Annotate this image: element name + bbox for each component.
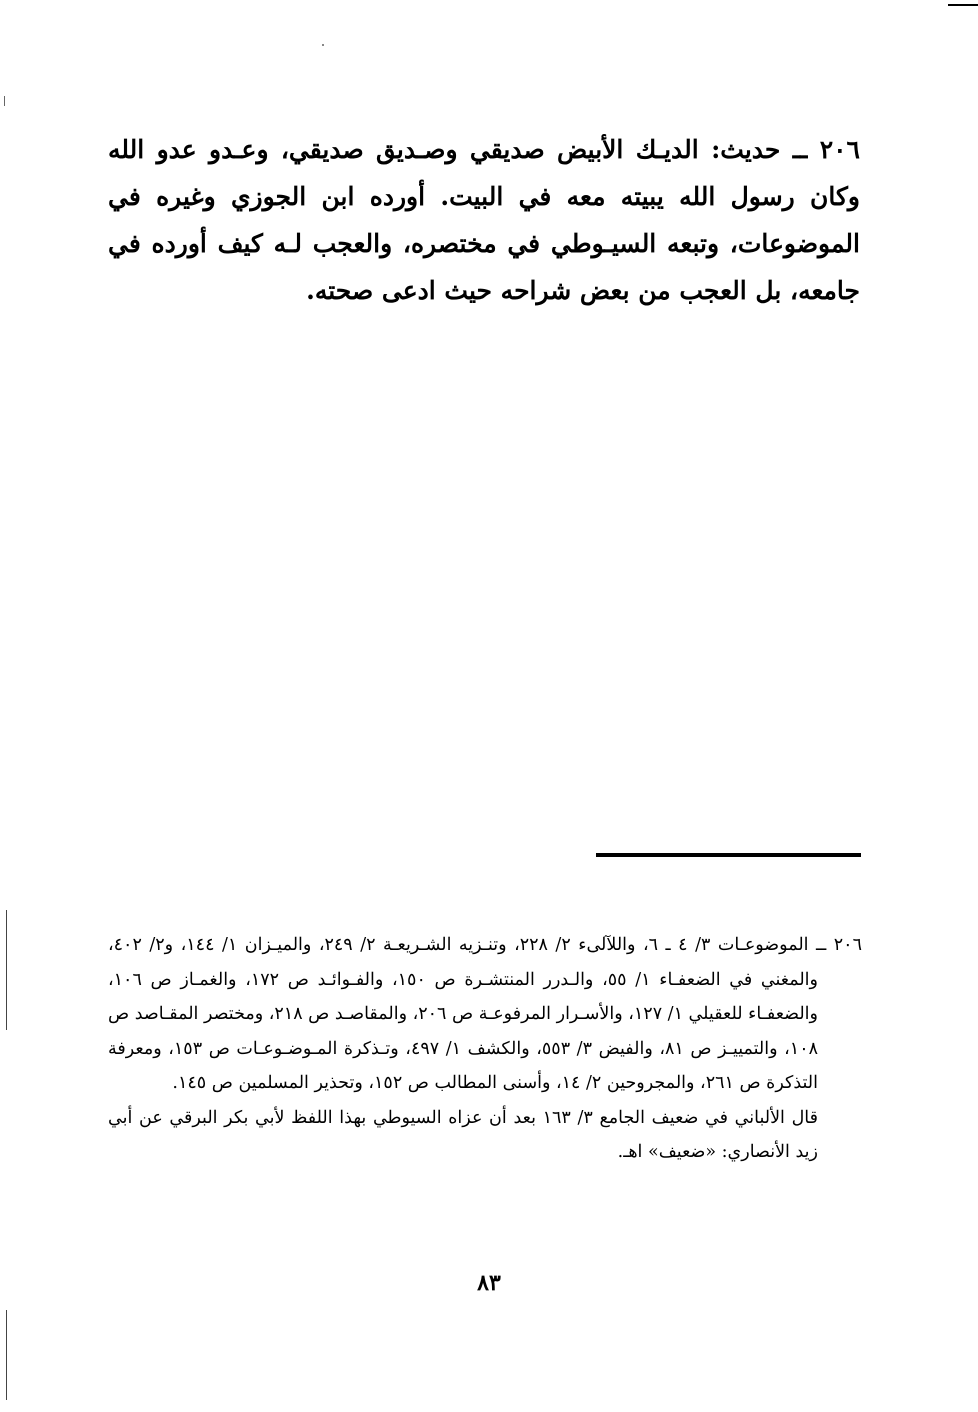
main-text-block	[108, 126, 860, 314]
scan-edge-line	[6, 910, 7, 1030]
scan-corner-mark	[948, 4, 978, 6]
footnote-entry: ٢٠٦ ــ الموضوعـات ٣/ ٤ ـ ٦، واللآلىء ٢/ ٢٢٨، وتنـزيه الشـريعـة ٢/ ٢٤٩، والميـزان ١/ ١٤٤، و٢/ ٤٠٢، والمغني في الضعفـاء ١/ ٥٥، والـدرر المنتشـرة ص ١٥٠، والفـوائـد ص ١٧٢، والغمـاز ص ١٠٦، والضعفـاء للعقيلي ١/ ١٢٧، والأسـرار المرفوعـة ص ٢٠٦، والمقاصـد ص ٢١٨، ومختصر المقـاصد ص ١٠٨، والتمييـز ص ٨١، والفيض ٣/ ٥٥٣، والكشف ١/ ٤٩٧، وتـذكرة المـوضـوعـات ص ١٥٣، ومعرفة التذكرة ص ٢٦١، والمجروحين ٢/ ١٤، وأسنى المطالب ص ١٥٢، وتحذير المسلمين ص ١٤٥.	[108, 935, 862, 1093]
scan-tick-mark	[4, 96, 5, 106]
footnote-comment: قال الألباني في ضعيف الجامع ٣/ ١٦٣ بعد أن عزاه السيوطي بهذا اللفظ لأبي بكر البرقي عن أبي زيد الأنصاري: «ضعيف» اهـ.	[108, 1107, 818, 1162]
scan-speck	[322, 44, 324, 46]
scan-edge-line	[6, 1310, 7, 1400]
footnotes-block	[108, 928, 862, 1170]
page-number: ٨٣	[477, 1270, 501, 1296]
footnote-separator	[596, 853, 861, 857]
hadith-paragraph: ٢٠٦ ــ حديث: الديـك الأبيض صديقي وصـديق صديقي، وعـدو عدو الله وكان رسول الله يبيته معه في البيت. أورده ابن الجوزي وغيره في الموضوعات، وتبعه السيـوطي في مختصره، والعجب لـه كيف أورده في جامعه، بل العجب من بعض شراحه حيث ادعى صحته.	[108, 135, 860, 305]
